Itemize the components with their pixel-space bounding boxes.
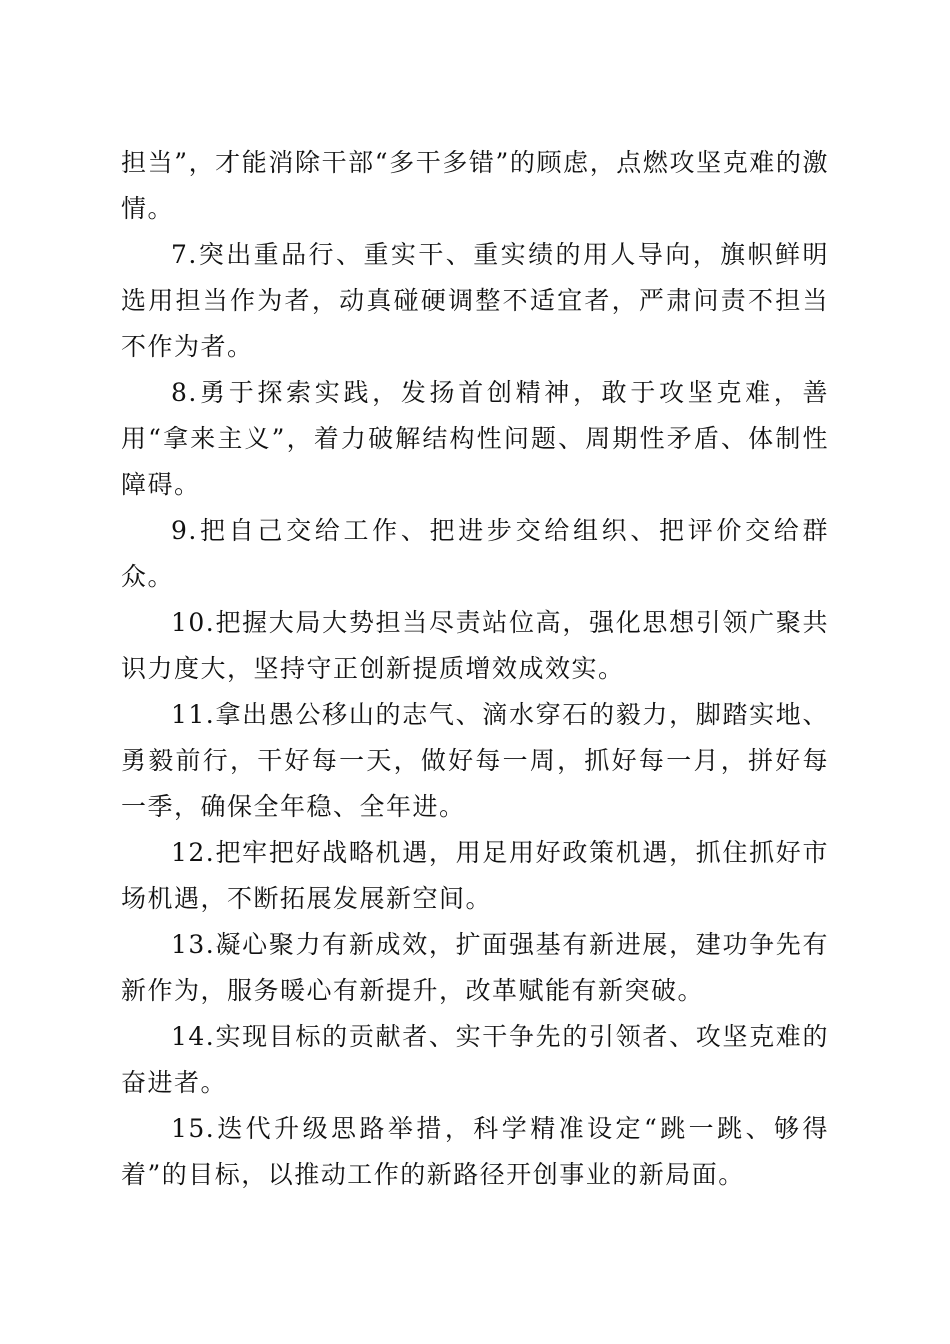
- paragraph-item-15: 15.迭代升级思路举措，科学精准设定“跳一跳、够得着”的目标，以推动工作的新路径开创事业的新局面。: [121, 1114, 829, 1189]
- paragraph-continuation: 担当”，才能消除干部“多干多错”的顾虑，点燃攻坚克难的激情。: [121, 148, 829, 223]
- paragraph-item-8: 8.勇于探索实践，发扬首创精神，敢于攻坚克难，善用“拿来主义”，着力破解结构性问题、周期性矛盾、体制性障碍。: [121, 378, 829, 499]
- paragraph-item-11: 11.拿出愚公移山的志气、滴水穿石的毅力，脚踏实地、勇毅前行，干好每一天，做好每一周，抓好每一月，拼好每一季，确保全年稳、全年进。: [121, 700, 829, 821]
- paragraph-item-13: 13.凝心聚力有新成效，扩面强基有新进展，建功争先有新作为，服务暖心有新提升，改革赋能有新突破。: [121, 930, 829, 1005]
- paragraph-item-7: 7.突出重品行、重实干、重实绩的用人导向，旗帜鲜明选用担当作为者，动真碰硬调整不适宜者，严肃问责不担当不作为者。: [121, 240, 829, 361]
- document-body: [121, 140, 829, 1198]
- paragraph-item-12: 12.把牢把好战略机遇，用足用好政策机遇，抓住抓好市场机遇，不断拓展发展新空间。: [121, 838, 829, 913]
- paragraph-item-10: 10.把握大局大势担当尽责站位高，强化思想引领广聚共识力度大，坚持守正创新提质增效成效实。: [121, 608, 829, 683]
- paragraph-item-9: 9.把自己交给工作、把进步交给组织、把评价交给群众。: [121, 516, 829, 591]
- paragraph-item-14: 14.实现目标的贡献者、实干争先的引领者、攻坚克难的奋进者。: [121, 1022, 829, 1097]
